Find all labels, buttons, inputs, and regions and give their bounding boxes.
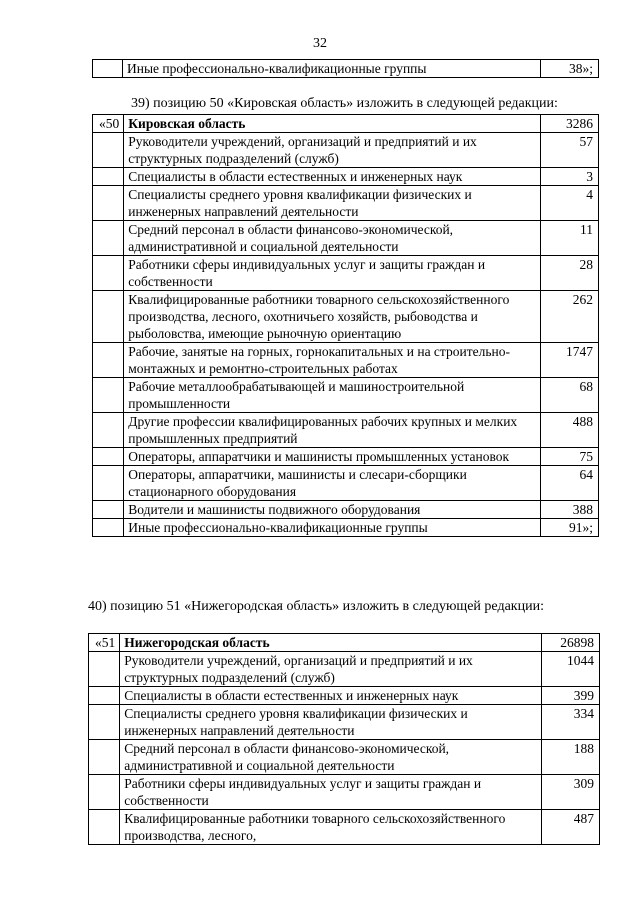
row-value: 1747 bbox=[541, 343, 599, 378]
row-name: Средний персонал в области финансово-экономической, административной и социальной деятельности bbox=[120, 740, 542, 775]
row-value: 309 bbox=[542, 775, 600, 810]
row-name: Специалисты в области естественных и инженерных наук bbox=[120, 687, 542, 705]
table-header-row bbox=[93, 115, 599, 133]
table-row bbox=[93, 168, 599, 186]
row-name: Квалифицированные работники товарного сельскохозяйственного производства, лесного, bbox=[120, 810, 542, 845]
row-name: Специалисты в области естественных и инженерных наук bbox=[124, 168, 541, 186]
table-row bbox=[93, 60, 599, 78]
nizhny-table bbox=[88, 633, 600, 845]
row-value: 388 bbox=[541, 501, 599, 519]
table-row bbox=[89, 705, 600, 740]
table-row bbox=[89, 775, 600, 810]
row-value: 488 bbox=[541, 413, 599, 448]
row-value: 75 bbox=[541, 448, 599, 466]
row-value: 334 bbox=[542, 705, 600, 740]
table-row bbox=[89, 687, 600, 705]
row-name: Средний персонал в области финансово-экономической, административной и социальной деятельности bbox=[124, 221, 541, 256]
row-name: Руководители учреждений, организаций и предприятий и их структурных подразделений (служб) bbox=[120, 652, 542, 687]
row-value: 68 bbox=[541, 378, 599, 413]
region-name: Нижегородская область bbox=[120, 634, 542, 652]
table-row bbox=[89, 810, 600, 845]
row-name: Иные профессионально-квалификационные группы bbox=[124, 519, 541, 537]
row-name: Операторы, аппаратчики и машинисты промышленных установок bbox=[124, 448, 541, 466]
region-code: «50 bbox=[93, 115, 124, 133]
table-header-row bbox=[89, 634, 600, 652]
table-row bbox=[93, 466, 599, 501]
row-name: Операторы, аппаратчики, машинисты и слесари-сборщики стационарного оборудования bbox=[124, 466, 541, 501]
row-value: 11 bbox=[541, 221, 599, 256]
row-value: 188 bbox=[542, 740, 600, 775]
row-name: Работники сферы индивидуальных услуг и защиты граждан и собственности bbox=[120, 775, 542, 810]
row-value: 57 bbox=[541, 133, 599, 168]
row-name: Специалисты среднего уровня квалификации физических и инженерных направлений деятельности bbox=[124, 186, 541, 221]
top-table bbox=[92, 59, 599, 78]
kirov-table bbox=[92, 114, 599, 537]
table-row bbox=[93, 291, 599, 343]
row-value: 262 bbox=[541, 291, 599, 343]
table-row bbox=[93, 448, 599, 466]
row-value: 1044 bbox=[542, 652, 600, 687]
table-row bbox=[93, 186, 599, 221]
table-row bbox=[93, 519, 599, 537]
table-row bbox=[93, 133, 599, 168]
paragraph-40: 40) позицию 51 «Нижегородская область» изложить в следующей редакции: bbox=[88, 599, 544, 614]
table-row bbox=[93, 413, 599, 448]
row-name: Рабочие, занятые на горных, горнокапитальных и на строительно-монтажных и ремонтно-строительных работах bbox=[124, 343, 541, 378]
page-number: 32 bbox=[313, 36, 327, 51]
table-row bbox=[93, 221, 599, 256]
region-name: Кировская область bbox=[124, 115, 541, 133]
row-value: 4 bbox=[541, 186, 599, 221]
row-name: Иные профессионально-квалификационные группы bbox=[123, 60, 541, 78]
table-row bbox=[89, 652, 600, 687]
table-row bbox=[93, 378, 599, 413]
paragraph-39: 39) позицию 50 «Кировская область» изложить в следующей редакции: bbox=[131, 96, 558, 111]
table-row bbox=[89, 740, 600, 775]
row-value: 64 bbox=[541, 466, 599, 501]
row-name: Рабочие металлообрабатывающей и машиностроительной промышленности bbox=[124, 378, 541, 413]
row-name: Специалисты среднего уровня квалификации физических и инженерных направлений деятельности bbox=[120, 705, 542, 740]
row-value: 91»; bbox=[541, 519, 599, 537]
row-value: 399 bbox=[542, 687, 600, 705]
region-code: «51 bbox=[89, 634, 120, 652]
table-row bbox=[93, 501, 599, 519]
row-name: Другие профессии квалифицированных рабочих крупных и мелких промышленных предприятий bbox=[124, 413, 541, 448]
row-value: 38»; bbox=[541, 60, 599, 78]
row-value: 3 bbox=[541, 168, 599, 186]
row-value: 487 bbox=[542, 810, 600, 845]
row-name: Водители и машинисты подвижного оборудования bbox=[124, 501, 541, 519]
region-total: 26898 bbox=[542, 634, 600, 652]
row-name: Квалифицированные работники товарного сельскохозяйственного производства, лесного, охотничьего хозяйств, рыбоводства и рыболовства, имеющие рыночную ориентацию bbox=[124, 291, 541, 343]
region-total: 3286 bbox=[541, 115, 599, 133]
row-name: Работники сферы индивидуальных услуг и защиты граждан и собственности bbox=[124, 256, 541, 291]
row-code bbox=[93, 60, 123, 78]
table-row bbox=[93, 343, 599, 378]
row-name: Руководители учреждений, организаций и предприятий и их структурных подразделений (служб) bbox=[124, 133, 541, 168]
table-row bbox=[93, 256, 599, 291]
row-value: 28 bbox=[541, 256, 599, 291]
